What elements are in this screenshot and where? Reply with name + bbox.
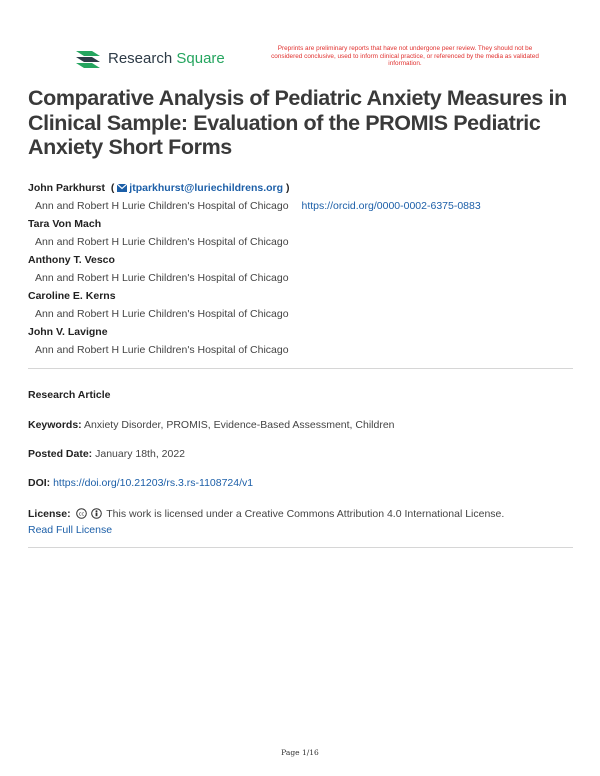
author-name: John V. Lavigne	[28, 326, 108, 338]
preprint-notice: Preprints are preliminary reports that have not undergone peer review. They should not be considered conclusive, used to inform clinical practice, or referenced by the media as validated information.	[271, 45, 539, 68]
doi-label: DOI:	[28, 477, 51, 489]
brand-suffix: Square	[176, 49, 225, 67]
divider	[28, 547, 573, 548]
author-name: Tara Von Mach	[28, 218, 102, 230]
author-name: Anthony T. Vesco	[28, 254, 115, 266]
doi	[28, 475, 573, 491]
svg-text:cc: cc	[78, 511, 84, 518]
author-affiliation: Ann and Robert H Lurie Children's Hospital of Chicago	[35, 308, 289, 320]
divider	[28, 368, 573, 369]
author-affiliation: Ann and Robert H Lurie Children's Hospital of Chicago	[35, 344, 289, 356]
author-list	[28, 180, 573, 360]
author-affiliation: Ann and Robert H Lurie Children's Hospital of Chicago	[35, 236, 289, 248]
author-email-link[interactable]: jtparkhurst@luriechildrens.org	[129, 182, 284, 194]
keywords	[28, 417, 573, 433]
doi-link[interactable]: https://doi.org/10.21203/rs.3.rs-1108724/v1	[53, 477, 254, 489]
posted-date-label: Posted Date:	[28, 448, 93, 460]
author-affiliation: Ann and Robert H Lurie Children's Hospital of Chicago	[35, 272, 289, 284]
posted-date	[28, 446, 573, 462]
orcid-link[interactable]: https://orcid.org/0000-0002-6375-0883	[301, 200, 481, 212]
research-square-logo[interactable]	[74, 47, 225, 69]
posted-date-value: January 18th, 2022	[95, 448, 186, 460]
author-name-text: John Parkhurst	[28, 182, 106, 194]
license-label: License:	[28, 508, 71, 520]
author-name: John Parkhurst ( jtparkhurst@luriechildrens.org )	[28, 182, 290, 194]
article-type-text: Research Article	[28, 389, 111, 401]
keywords-text: Anxiety Disorder, PROMIS, Evidence-Based Assessment, Children	[84, 419, 395, 431]
email-icon	[117, 184, 127, 192]
author-name: Caroline E. Kerns	[28, 290, 116, 302]
attribution-icon	[91, 508, 102, 519]
license	[28, 506, 573, 538]
research-square-logo-icon	[74, 47, 102, 69]
page-number: Page 1/16	[281, 748, 319, 757]
author-affiliation	[28, 196, 573, 216]
brand-prefix: Research	[108, 49, 173, 67]
cc-icon	[76, 508, 87, 519]
brand-name	[108, 50, 225, 67]
paper-title: Comparative Analysis of Pediatric Anxiety Measures in Clinical Sample: Evaluation of the PROMIS Pediatric Anxiety Short Forms	[28, 86, 567, 159]
affiliation-text: Ann and Robert H Lurie Children's Hospital of Chicago	[35, 200, 289, 212]
keywords-label: Keywords:	[28, 419, 82, 431]
article-type	[28, 387, 573, 403]
read-full-license-link[interactable]: Read Full License	[28, 524, 113, 536]
license-text: This work is licensed under a Creative Commons Attribution 4.0 International License.	[106, 508, 505, 520]
